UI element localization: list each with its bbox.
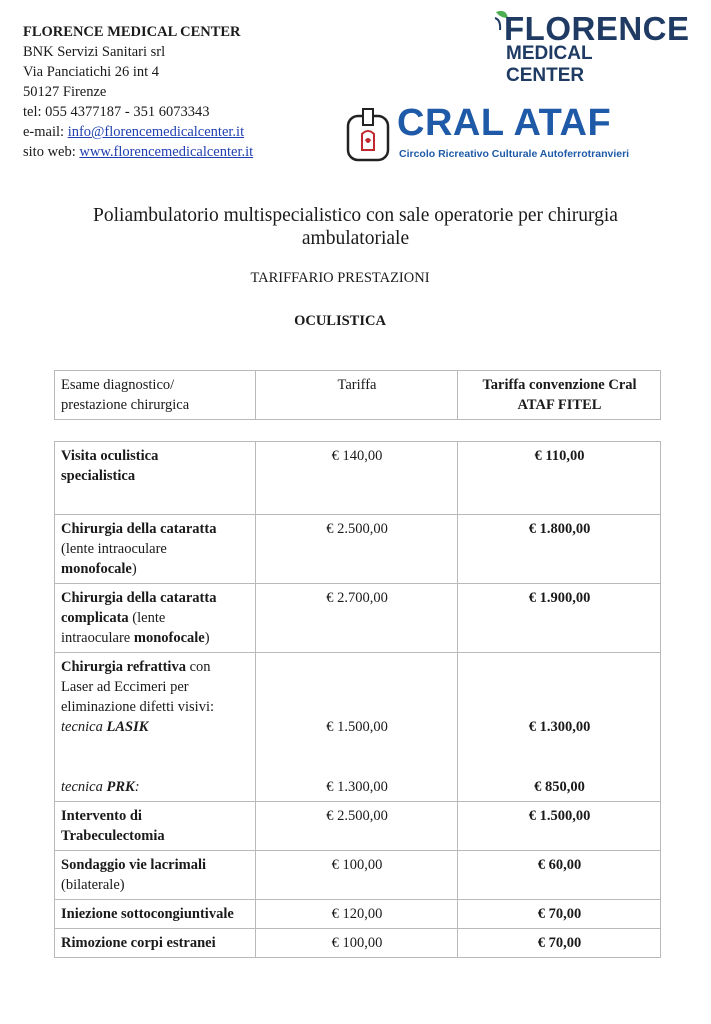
clinic-name: FLORENCE MEDICAL CENTER: [23, 24, 241, 40]
service-line: (lente: [128, 610, 166, 626]
service-line: monofocale: [61, 561, 132, 577]
service-line: (lente intraoculare: [61, 541, 167, 557]
table-row: [55, 900, 661, 929]
price-table: [54, 441, 661, 958]
price-cell: € 2.500,00: [256, 802, 458, 851]
specialty-title: OCULISTICA: [294, 313, 386, 329]
phone-numbers: tel: 055 4377187 - 351 6073343: [23, 104, 210, 120]
service-name: [55, 929, 256, 958]
service-line: eliminazione difetti visivi:: [61, 699, 215, 715]
service-line: monofocale: [133, 630, 205, 646]
price-table-header: [54, 370, 661, 420]
convention-price-cell: [458, 653, 661, 802]
convention-price-cell: € 1.800,00: [458, 515, 661, 584]
convention-price-lasik: € 1.300,00: [528, 719, 591, 735]
header-convention-price: [458, 371, 661, 420]
service-line: Iniezione sottocongiuntivale: [61, 906, 234, 922]
website-line: [23, 142, 253, 162]
price-cell: € 120,00: [256, 900, 458, 929]
service-line: specialistica: [61, 468, 136, 484]
technique-label: tecnica: [61, 779, 107, 795]
price-lasik: € 1.500,00: [326, 719, 388, 735]
service-line: Intervento di: [61, 808, 142, 824]
convention-price-cell: € 110,00: [458, 442, 661, 515]
service-name: [55, 442, 256, 515]
florence-logo-title: FLORENCE: [504, 10, 690, 47]
florence-medical-center-logo: [490, 6, 690, 86]
price-cell: € 100,00: [256, 929, 458, 958]
cral-logo-subtitle: Circolo Ricreativo Culturale Autoferrotranvieri: [399, 148, 630, 160]
header-row: [55, 371, 661, 420]
clinic-description: Poliambulatorio multispecialistico con sale operatorie per chirurgia ambulatoriale: [93, 205, 618, 249]
cral-emblem-icon: [345, 106, 391, 164]
price-prk: € 1.300,00: [326, 779, 388, 795]
street-address: Via Panciatichi 26 int 4: [23, 64, 160, 80]
service-line: ): [131, 561, 137, 577]
email-label: e-mail:: [23, 124, 68, 140]
table-row: [55, 929, 661, 958]
cral-ataf-logo: [345, 100, 645, 170]
service-line: con: [185, 659, 211, 675]
header-conv-line1: Tariffa convenzione Cral: [482, 377, 637, 393]
email-line: [23, 122, 253, 142]
clinic-address-block: [23, 22, 253, 162]
table-row: [55, 584, 661, 653]
technique-name: PRK: [106, 779, 135, 795]
table-row: [55, 442, 661, 515]
service-line: complicata: [61, 610, 129, 626]
convention-price-cell: € 1.500,00: [458, 802, 661, 851]
technique-name: LASIK: [106, 719, 149, 735]
city-address: 50127 Firenze: [23, 84, 107, 100]
service-name: [55, 900, 256, 929]
technique-label: tecnica: [61, 719, 107, 735]
tariff-title: TARIFFARIO PRESTAZIONI: [250, 270, 430, 286]
service-line: Chirurgia della cataratta: [61, 521, 217, 537]
price-cell: € 2.700,00: [256, 584, 458, 653]
service-line: Chirurgia refrattiva: [61, 659, 186, 675]
price-cell: € 100,00: [256, 851, 458, 900]
service-line: Chirurgia della cataratta: [61, 590, 217, 606]
email-link[interactable]: info@florencemedicalcenter.it: [67, 124, 245, 140]
service-line: Laser ad Eccimeri per: [61, 679, 189, 695]
convention-price-prk: € 850,00: [534, 779, 585, 795]
technique-label: :: [134, 779, 140, 795]
florence-logo-subtitle: MEDICAL CENTER: [506, 43, 593, 86]
convention-price-cell: € 60,00: [458, 851, 661, 900]
service-name: [55, 515, 256, 584]
company-name: BNK Servizi Sanitari srl: [23, 44, 166, 60]
table-row: [55, 851, 661, 900]
service-line: Rimozione corpi estranei: [61, 935, 216, 951]
header-exam-line2: prestazione chirurgica: [61, 397, 190, 413]
convention-price-cell: € 70,00: [458, 929, 661, 958]
header-price: Tariffa: [256, 371, 458, 420]
service-line: (bilaterale): [61, 877, 125, 893]
cral-logo-title: CRAL ATAF: [397, 102, 612, 144]
table-row: [55, 515, 661, 584]
service-line: Visita oculistica: [61, 448, 159, 464]
service-line: Trabeculectomia: [61, 828, 165, 844]
service-line: Sondaggio vie lacrimali: [61, 857, 206, 873]
price-cell: € 2.500,00: [256, 515, 458, 584]
table-row: [55, 653, 661, 802]
convention-price-cell: € 1.900,00: [458, 584, 661, 653]
price-cell: € 140,00: [256, 442, 458, 515]
price-cell: [256, 653, 458, 802]
service-line: ): [204, 630, 210, 646]
service-line: intraoculare: [61, 630, 134, 646]
website-label: sito web:: [23, 144, 80, 160]
header-conv-line2: ATAF FITEL: [517, 397, 602, 413]
header-exam: [55, 371, 256, 420]
service-name: [55, 802, 256, 851]
header-exam-line1: Esame diagnostico/: [61, 377, 175, 393]
table-row: [55, 802, 661, 851]
service-name: [55, 584, 256, 653]
service-name: [55, 653, 256, 802]
service-name: [55, 851, 256, 900]
website-link[interactable]: www.florencemedicalcenter.it: [79, 144, 254, 160]
convention-price-cell: € 70,00: [458, 900, 661, 929]
